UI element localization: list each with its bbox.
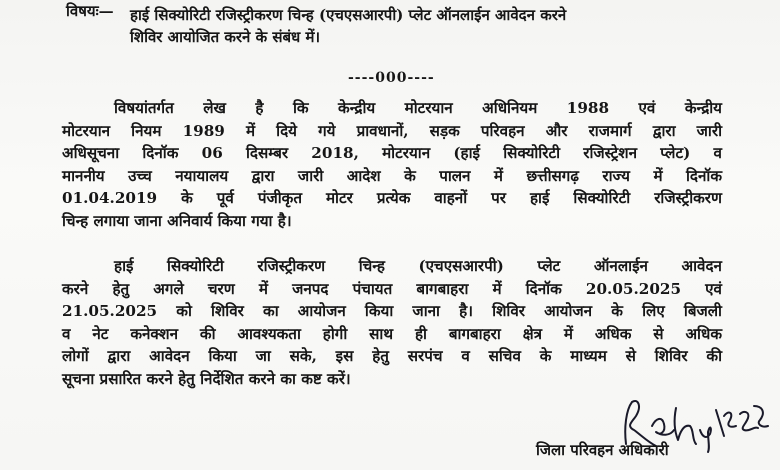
paragraph-2-line: हाई सिक्योरिटी रजिस्ट्रीकरण चिन्ह (एचएसआरपी) प्लेट ऑनलाईन आवेदन (114, 257, 722, 275)
paragraph-1-line: विषयांतर्गत लेख है कि केन्द्रीय मोटरयान अधिनियम 1988 एवं केन्द्रीय (114, 99, 722, 117)
paragraph-1-line: माननीय उच्च नयायालय द्वारा जारी आदेश के पालन में छत्तीसगढ़ राज्य में दिनॉक (62, 166, 722, 185)
paragraph-2-line: करने हेतु अगले चरण में जनपद पंचायत बागबाहरा में दिनॉक 20.05.2025 एवं (62, 279, 722, 298)
subject-line-1: हाई सिक्योरिटी रजिस्ट्रीकरण चिन्ह (एचएसआरपी) प्लेट ऑनलाईन आवेदन करने (130, 6, 567, 24)
paragraph-1-line: चिन्ह लगाया जाना अनिवार्य किया गया है। (62, 211, 292, 230)
paragraph-2-line: 21.05.2025 को शिविर का आयोजन किया जाना है। शिविर आयोजन के लिए बिजली (62, 302, 722, 320)
paragraph-1-line: मोटरयान नियम 1989 में दिये गये प्रावधानों, सड़क परिवहन और राजमार्ग द्वारा जारी (62, 121, 722, 140)
subject-label: विषयः— (66, 2, 114, 20)
paragraph-1 (62, 97, 722, 232)
paragraph-1-line: अधिसूचना दिनॉक 06 दिसम्बर 2018, मोटरयान (हाई सिक्योरिटी रजिस्ट्रेशन प्लेट) व (62, 144, 722, 162)
subject-line-2: शिविर आयोजित करने के संबंध में। (130, 28, 321, 46)
paragraph-2 (62, 255, 722, 390)
officer-title: जिला परिवहन अधिकारी (536, 441, 669, 459)
paragraph-1-line: 01.04.2019 के पूर्व पंजीकृत मोटर प्रत्येक वाहनों पर हाई सिक्योरिटी रजिस्ट्रीकरण (62, 189, 722, 207)
paragraph-2-line: व नेट कनेक्शन की आवश्यकता होगी साथ ही बागबाहरा क्षेत्र में अधिक से अधिक (62, 324, 722, 343)
paragraph-2-line: सूचना प्रसारित करने हेतु निर्देशित करने का कष्ट करें। (62, 369, 351, 388)
section-separator: ----000---- (348, 70, 435, 86)
paragraph-2-line: लोगों द्वारा आवेदन किया जा सके, इस हेतु सरपंच व सचिव के माध्यम से शिविर की (62, 347, 722, 365)
